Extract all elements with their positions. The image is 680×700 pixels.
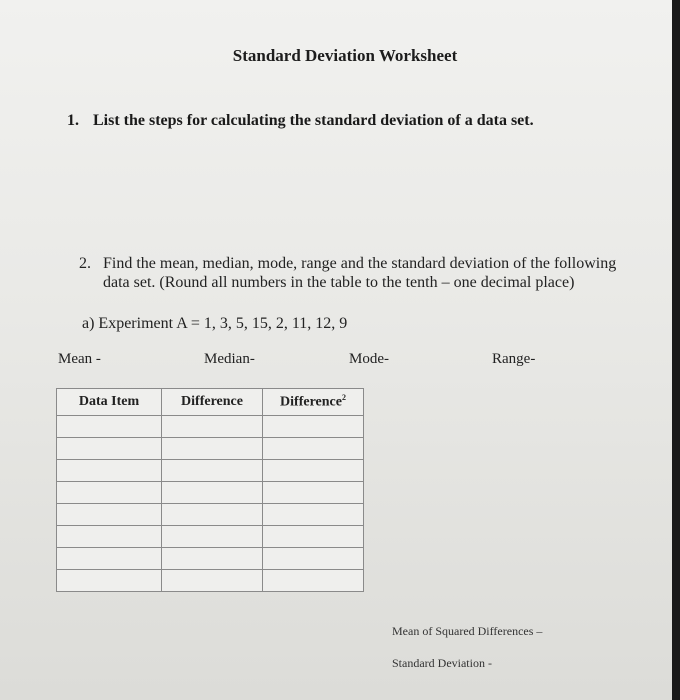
mean-label: Mean -: [58, 351, 101, 367]
table-cell: [162, 460, 263, 482]
table-row: [57, 504, 364, 526]
table-cell: [57, 548, 162, 570]
header-difference-squared-text: Difference: [280, 394, 342, 410]
range-label: Range-: [492, 351, 536, 367]
table-cell: [162, 416, 263, 438]
table-cell: [263, 548, 364, 570]
experiment-a-label: a) Experiment A = 1, 3, 5, 15, 2, 11, 12, 9: [82, 315, 348, 332]
table-cell: [162, 570, 263, 592]
table-row: [57, 438, 364, 460]
table-body: [57, 416, 364, 592]
table-header-row: [57, 389, 364, 416]
table-cell: [57, 438, 162, 460]
table-cell: [263, 526, 364, 548]
table-cell: [57, 504, 162, 526]
table-row: [57, 570, 364, 592]
mode-label: Mode-: [349, 351, 389, 367]
data-table: [56, 388, 364, 592]
table-row: [57, 416, 364, 438]
question-1-text: List the steps for calculating the standard deviation of a data set.: [93, 112, 534, 129]
table-cell: [57, 482, 162, 504]
data-table-wrapper: [56, 388, 364, 592]
table-row: [57, 548, 364, 570]
table-cell: [263, 482, 364, 504]
standard-deviation-label: Standard Deviation -: [392, 656, 492, 670]
table-cell: [263, 438, 364, 460]
page-edge-shadow: [672, 0, 680, 700]
table-cell: [263, 504, 364, 526]
table-cell: [162, 526, 263, 548]
table-cell: [162, 548, 263, 570]
table-cell: [57, 416, 162, 438]
question-2-line-1: Find the mean, median, mode, range and the standard deviation of the following: [103, 255, 617, 272]
question-2-line-2: data set. (Round all numbers in the table to the tenth – one decimal place): [103, 274, 575, 291]
page-title: Standard Deviation Worksheet: [232, 46, 458, 65]
table-cell: [263, 570, 364, 592]
table-cell: [57, 526, 162, 548]
median-label: Median-: [204, 351, 255, 367]
header-difference-squared: [263, 389, 364, 416]
table-cell: [263, 416, 364, 438]
table-row: [57, 526, 364, 548]
header-difference: Difference: [162, 389, 263, 416]
table-cell: [162, 504, 263, 526]
header-data-item: Data Item: [57, 389, 162, 416]
table-cell: [162, 438, 263, 460]
table-row: [57, 482, 364, 504]
table-cell: [57, 460, 162, 482]
mean-squared-differences-label: Mean of Squared Differences –: [392, 624, 543, 638]
table-cell: [263, 460, 364, 482]
table-row: [57, 460, 364, 482]
question-1-number: 1.: [67, 112, 79, 129]
header-superscript: 2: [341, 393, 346, 403]
question-2-number: 2.: [79, 255, 91, 272]
table-cell: [162, 482, 263, 504]
question-1: [67, 112, 534, 130]
table-cell: [57, 570, 162, 592]
